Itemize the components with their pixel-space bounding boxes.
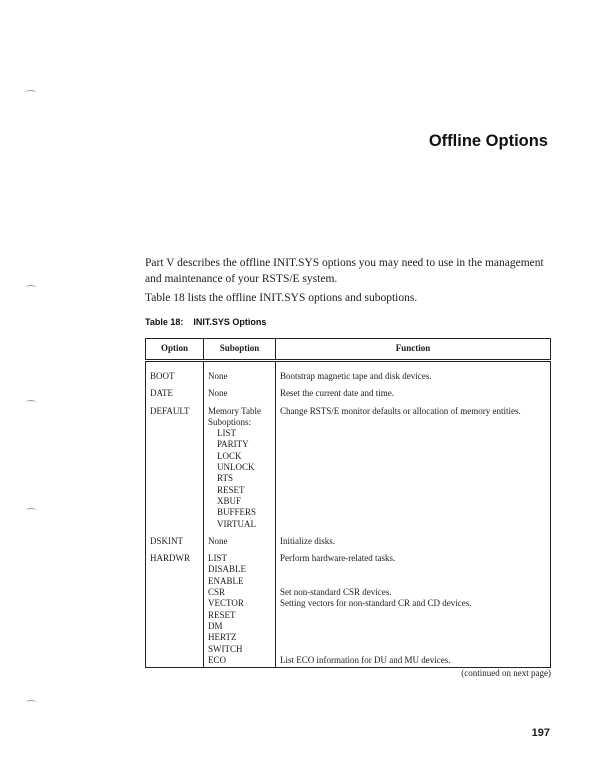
continued-note: (continued on next page) [461,668,551,678]
table-header-row [146,339,551,361]
suboption-item: DISABLE [208,564,246,575]
suboption-cell [204,536,276,553]
suboption-cell [204,553,276,667]
function-cell [276,536,551,553]
function-line: Perform hardware-related tasks. [280,553,396,564]
suboption-item: Suboptions: [208,416,252,427]
scan-mark [26,285,36,290]
table-row [146,361,551,389]
function-line: Change RSTS/E monitor defaults or allocation of memory entities. [280,405,521,416]
suboption-item: None [208,388,228,399]
suboption-item: BUFFERS [217,507,257,518]
function-line: Reset the current date and time. [280,388,394,399]
function-cell [276,388,551,405]
suboption-item: CSR [208,587,226,598]
suboption-item: SWITCH [208,643,243,654]
function-line [280,621,546,632]
suboption-item: LOCK [217,450,242,461]
chapter-title: Offline Options [428,132,548,150]
function-line: Bootstrap magnetic tape and disk devices. [280,371,432,381]
suboption-item: LIST [208,553,227,564]
option-cell: BOOT [146,361,204,389]
function-line [280,610,546,621]
suboption-item: Memory Table [208,405,261,416]
scan-mark [26,700,36,705]
scan-mark [26,400,36,405]
function-line: Setting vectors for non-standard CR and CD devices. [280,598,472,609]
function-line: Set non-standard CSR devices. [280,587,392,598]
option-cell: DATE [146,388,204,405]
suboption-item: VECTOR [208,598,244,609]
function-line [280,644,546,655]
option-cell: DSKINT [146,536,204,553]
function-cell [276,361,551,389]
suboption-item: ENABLE [208,575,244,586]
table-row [146,553,551,667]
header-function: Function [276,339,551,361]
suboption-item: UNLOCK [217,462,255,473]
suboption-cell [204,406,276,536]
function-line [280,632,546,643]
suboption-item: None [208,535,228,546]
suboption-item: LIST [217,428,236,439]
header-option: Option [146,339,204,361]
function-line [280,576,546,587]
scan-mark [26,508,36,513]
function-line: Initialize disks. [280,535,335,546]
suboption-item: RTS [217,473,233,484]
option-cell: HARDWR [146,553,204,667]
suboption-item: VIRTUAL [217,518,256,529]
suboption-item: DM [208,620,223,631]
intro-paragraph-1: Part V describes the offline INIT.SYS options you may need to use in the management and maintenance of your RSTS/E system. [145,257,544,285]
suboption-item: RESET [217,484,245,495]
suboption-item: ECO [208,654,226,665]
table-row [146,536,551,553]
suboption-item: None [208,371,228,381]
header-suboption: Suboption [204,339,276,361]
intro-paragraph-2: Table 18 lists the offline INIT.SYS options and suboptions. [145,292,418,304]
table-caption-label: Table 18: [145,317,184,327]
option-cell: DEFAULT [146,406,204,536]
suboption-item: XBUF [217,495,242,506]
scan-mark [26,90,36,95]
suboption-item: PARITY [217,439,249,450]
table-caption [145,317,266,327]
function-line: List ECO information for DU and MU devices. [280,654,451,665]
function-line [280,564,546,575]
page-number: 197 [531,727,550,739]
table-row [146,388,551,405]
suboption-item: HERTZ [208,632,237,643]
function-cell [276,553,551,667]
table-row [146,406,551,536]
suboption-cell [204,361,276,389]
function-cell [276,406,551,536]
suboption-item: RESET [208,609,236,620]
suboption-cell [204,388,276,405]
table-caption-title: INIT.SYS Options [193,317,267,327]
options-table [145,338,551,668]
